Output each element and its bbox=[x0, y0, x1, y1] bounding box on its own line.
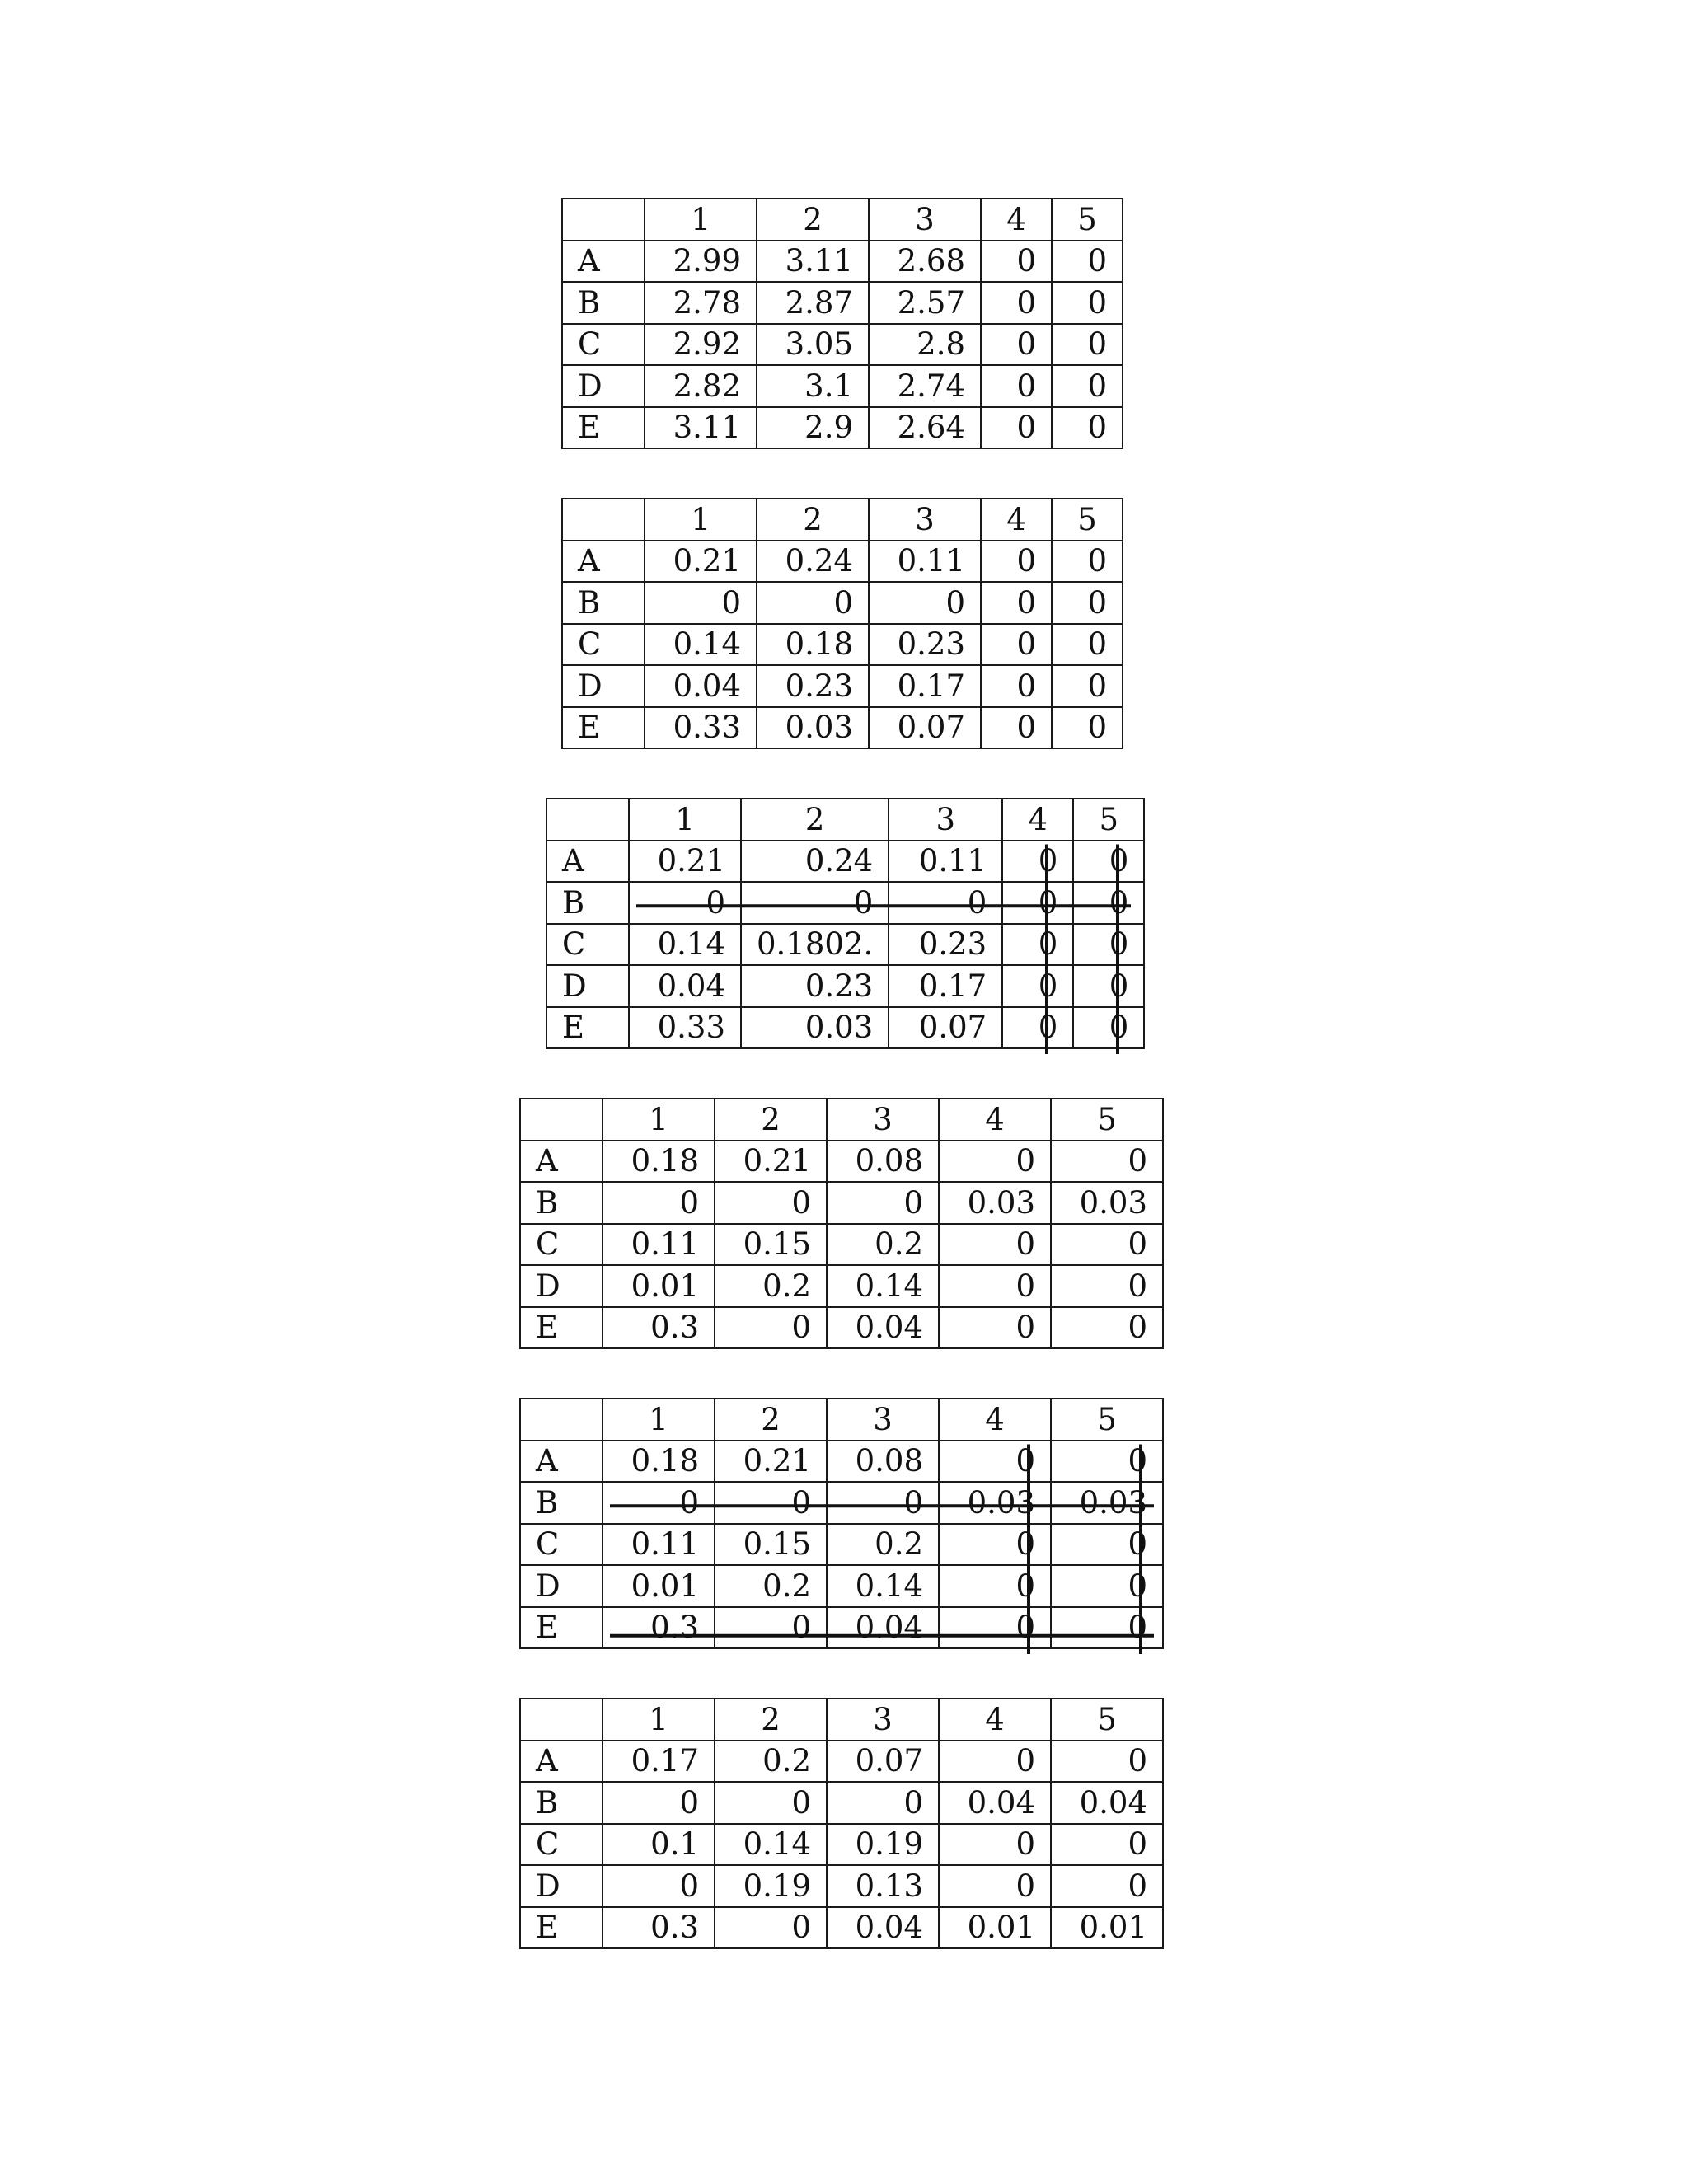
table-cell: 2.92 bbox=[645, 324, 757, 366]
table-cell: 0.03 bbox=[1051, 1482, 1163, 1524]
row-label: B bbox=[520, 1782, 603, 1824]
table-cell: 0 bbox=[827, 1782, 939, 1824]
column-header: 2 bbox=[741, 799, 889, 841]
table-cell: 0.03 bbox=[757, 707, 869, 749]
table-cell: 0 bbox=[1052, 624, 1123, 666]
table-cell: 0 bbox=[939, 1441, 1051, 1483]
corner-cell bbox=[520, 1099, 603, 1141]
table-row bbox=[562, 282, 1123, 324]
table-cell: 0.3 bbox=[603, 1307, 715, 1349]
table-row bbox=[520, 1741, 1163, 1783]
table-cell: 0 bbox=[1051, 1865, 1163, 1907]
table-cell: 0.01 bbox=[1051, 1907, 1163, 1949]
table-row bbox=[562, 324, 1123, 366]
table-row bbox=[562, 241, 1123, 283]
table-cell: 0.19 bbox=[827, 1824, 939, 1866]
table-row bbox=[520, 1865, 1163, 1907]
header-row bbox=[520, 1699, 1163, 1741]
column-header: 4 bbox=[1002, 799, 1073, 841]
table-cell: 2.99 bbox=[645, 241, 757, 283]
table-cell: 0 bbox=[1052, 324, 1123, 366]
data-table bbox=[561, 198, 1123, 449]
table-cell: 0 bbox=[939, 1565, 1051, 1607]
table-cell: 0 bbox=[939, 1141, 1051, 1183]
table-cell: 0 bbox=[869, 582, 981, 624]
column-header: 5 bbox=[1051, 1399, 1163, 1441]
table-cell: 0.04 bbox=[827, 1307, 939, 1349]
table-row bbox=[520, 1607, 1163, 1649]
table-cell: 0.11 bbox=[603, 1524, 715, 1566]
table-cell: 0.04 bbox=[827, 1907, 939, 1949]
row-label: E bbox=[520, 1307, 603, 1349]
column-header: 2 bbox=[715, 1699, 827, 1741]
table-cell: 0 bbox=[939, 1524, 1051, 1566]
table-cell: 0 bbox=[889, 882, 1002, 924]
table-row bbox=[520, 1265, 1163, 1307]
table-cell: 0.15 bbox=[715, 1224, 827, 1266]
table-cell: 0.2 bbox=[715, 1741, 827, 1783]
table-cell: 0.2 bbox=[827, 1524, 939, 1566]
table-cell: 2.87 bbox=[757, 282, 869, 324]
column-header: 4 bbox=[981, 199, 1052, 241]
row-label: B bbox=[562, 582, 645, 624]
table-cell: 0.19 bbox=[715, 1865, 827, 1907]
column-header: 1 bbox=[645, 199, 757, 241]
table-cell: 0.23 bbox=[889, 924, 1002, 966]
row-label: A bbox=[562, 241, 645, 283]
table-cell: 0 bbox=[1051, 1224, 1163, 1266]
table-cell: 0 bbox=[1052, 241, 1123, 283]
row-label: C bbox=[520, 1824, 603, 1866]
table-cell: 0 bbox=[1052, 665, 1123, 707]
table-cell: 0.04 bbox=[939, 1782, 1051, 1824]
table-cell: 0.07 bbox=[827, 1741, 939, 1783]
table-cell: 0 bbox=[939, 1265, 1051, 1307]
table-cell: 0.11 bbox=[869, 541, 981, 583]
table-cell: 0 bbox=[1051, 1607, 1163, 1649]
table-cell: 0.17 bbox=[889, 965, 1002, 1007]
row-label: D bbox=[562, 665, 645, 707]
table-cell: 0.21 bbox=[645, 541, 757, 583]
row-label: B bbox=[520, 1482, 603, 1524]
corner-cell bbox=[562, 199, 645, 241]
column-header: 5 bbox=[1073, 799, 1144, 841]
table-cell: 0.11 bbox=[603, 1224, 715, 1266]
column-header: 4 bbox=[939, 1399, 1051, 1441]
column-header: 1 bbox=[629, 799, 741, 841]
row-label: A bbox=[520, 1141, 603, 1183]
table-cell: 0 bbox=[1052, 707, 1123, 749]
data-table bbox=[519, 1398, 1164, 1649]
column-header: 3 bbox=[889, 799, 1002, 841]
row-label: D bbox=[546, 965, 629, 1007]
table-cell: 0 bbox=[981, 324, 1052, 366]
header-row bbox=[562, 499, 1123, 541]
matrix-table-3 bbox=[546, 798, 1145, 1049]
table-cell: 0.04 bbox=[827, 1607, 939, 1649]
table-cell: 0.18 bbox=[603, 1141, 715, 1183]
table-cell: 0.08 bbox=[827, 1441, 939, 1483]
table-cell: 0 bbox=[1052, 541, 1123, 583]
header-row bbox=[520, 1399, 1163, 1441]
table-cell: 0 bbox=[741, 882, 889, 924]
table-cell: 0 bbox=[1073, 882, 1144, 924]
table-cell: 0.23 bbox=[757, 665, 869, 707]
row-label: E bbox=[520, 1907, 603, 1949]
table-cell: 0.21 bbox=[715, 1141, 827, 1183]
table-row bbox=[546, 965, 1144, 1007]
table-cell: 3.11 bbox=[757, 241, 869, 283]
column-header: 3 bbox=[869, 199, 981, 241]
row-label: B bbox=[520, 1182, 603, 1224]
row-label: B bbox=[562, 282, 645, 324]
table-cell: 0 bbox=[645, 582, 757, 624]
row-label: C bbox=[546, 924, 629, 966]
table-cell: 0 bbox=[715, 1182, 827, 1224]
table-row bbox=[546, 924, 1144, 966]
table-row bbox=[546, 882, 1144, 924]
table-row bbox=[562, 365, 1123, 407]
table-cell: 0 bbox=[981, 282, 1052, 324]
table-cell: 0 bbox=[603, 1782, 715, 1824]
table-cell: 2.64 bbox=[869, 407, 981, 449]
table-cell: 0.01 bbox=[939, 1907, 1051, 1949]
row-label: C bbox=[562, 624, 645, 666]
table-cell: 0 bbox=[827, 1482, 939, 1524]
table-cell: 0.1802. bbox=[741, 924, 889, 966]
row-label: C bbox=[520, 1524, 603, 1566]
corner-cell bbox=[520, 1699, 603, 1741]
table-cell: 0.3 bbox=[603, 1607, 715, 1649]
table-cell: 0 bbox=[629, 882, 741, 924]
row-label: D bbox=[520, 1865, 603, 1907]
table-cell: 0.04 bbox=[1051, 1782, 1163, 1824]
row-label: D bbox=[520, 1265, 603, 1307]
column-header: 4 bbox=[939, 1099, 1051, 1141]
table-cell: 3.1 bbox=[757, 365, 869, 407]
table-cell: 0.14 bbox=[827, 1565, 939, 1607]
table-row bbox=[562, 582, 1123, 624]
table-cell: 0.15 bbox=[715, 1524, 827, 1566]
row-label: A bbox=[546, 841, 629, 883]
table-cell: 0.21 bbox=[715, 1441, 827, 1483]
table-cell: 0 bbox=[1051, 1441, 1163, 1483]
table-cell: 0.3 bbox=[603, 1907, 715, 1949]
table-cell: 0 bbox=[939, 1741, 1051, 1783]
table-cell: 0.03 bbox=[1051, 1182, 1163, 1224]
column-header: 2 bbox=[715, 1099, 827, 1141]
table-cell: 0 bbox=[1052, 282, 1123, 324]
column-header: 5 bbox=[1051, 1699, 1163, 1741]
table-row bbox=[562, 624, 1123, 666]
data-table bbox=[546, 798, 1145, 1049]
table-cell: 0 bbox=[1051, 1141, 1163, 1183]
column-header: 3 bbox=[827, 1099, 939, 1141]
table-cell: 2.68 bbox=[869, 241, 981, 283]
header-row bbox=[562, 199, 1123, 241]
table-cell: 0.2 bbox=[715, 1265, 827, 1307]
table-cell: 0 bbox=[1002, 1007, 1073, 1049]
corner-cell bbox=[520, 1399, 603, 1441]
row-label: E bbox=[546, 1007, 629, 1049]
table-cell: 0 bbox=[603, 1865, 715, 1907]
row-label: C bbox=[520, 1224, 603, 1266]
table-cell: 0.03 bbox=[741, 1007, 889, 1049]
table-cell: 2.78 bbox=[645, 282, 757, 324]
column-header: 5 bbox=[1052, 199, 1123, 241]
table-cell: 0 bbox=[981, 707, 1052, 749]
column-header: 5 bbox=[1051, 1099, 1163, 1141]
table-cell: 0 bbox=[939, 1607, 1051, 1649]
matrix-table-4 bbox=[519, 1098, 1164, 1349]
table-cell: 0.18 bbox=[757, 624, 869, 666]
table-cell: 0.2 bbox=[715, 1565, 827, 1607]
table-cell: 0.18 bbox=[603, 1441, 715, 1483]
table-row bbox=[520, 1782, 1163, 1824]
table-cell: 0 bbox=[1073, 965, 1144, 1007]
matrix-table-2 bbox=[561, 498, 1123, 749]
table-cell: 0.14 bbox=[645, 624, 757, 666]
row-label: A bbox=[520, 1441, 603, 1483]
table-cell: 0.2 bbox=[827, 1224, 939, 1266]
column-header: 1 bbox=[603, 1099, 715, 1141]
table-cell: 0 bbox=[1002, 841, 1073, 883]
table-row bbox=[520, 1907, 1163, 1949]
corner-cell bbox=[562, 499, 645, 541]
table-cell: 0.01 bbox=[603, 1265, 715, 1307]
table-row bbox=[546, 841, 1144, 883]
table-row bbox=[520, 1824, 1163, 1866]
table-cell: 0 bbox=[1002, 965, 1073, 1007]
table-row bbox=[562, 707, 1123, 749]
column-header: 1 bbox=[645, 499, 757, 541]
row-label: A bbox=[520, 1741, 603, 1783]
table-cell: 0.33 bbox=[629, 1007, 741, 1049]
table-cell: 0 bbox=[1051, 1307, 1163, 1349]
table-cell: 0 bbox=[1073, 924, 1144, 966]
table-cell: 0 bbox=[1073, 841, 1144, 883]
table-cell: 2.9 bbox=[757, 407, 869, 449]
column-header: 2 bbox=[757, 199, 869, 241]
table-cell: 0 bbox=[939, 1865, 1051, 1907]
table-row bbox=[520, 1224, 1163, 1266]
table-cell: 0.17 bbox=[869, 665, 981, 707]
table-cell: 0 bbox=[1051, 1741, 1163, 1783]
corner-cell bbox=[546, 799, 629, 841]
table-cell: 3.11 bbox=[645, 407, 757, 449]
table-cell: 0 bbox=[981, 365, 1052, 407]
table-cell: 0 bbox=[1052, 582, 1123, 624]
table-cell: 0 bbox=[603, 1182, 715, 1224]
table-cell: 0.08 bbox=[827, 1141, 939, 1183]
table-cell: 0 bbox=[1052, 365, 1123, 407]
row-label: A bbox=[562, 541, 645, 583]
table-cell: 0 bbox=[1051, 1824, 1163, 1866]
table-cell: 0 bbox=[715, 1782, 827, 1824]
column-header: 2 bbox=[715, 1399, 827, 1441]
table-cell: 0 bbox=[981, 541, 1052, 583]
table-cell: 0 bbox=[827, 1182, 939, 1224]
table-cell: 0.07 bbox=[869, 707, 981, 749]
column-header: 3 bbox=[869, 499, 981, 541]
table-cell: 0 bbox=[1002, 924, 1073, 966]
table-cell: 0 bbox=[715, 1607, 827, 1649]
table-cell: 0.14 bbox=[715, 1824, 827, 1866]
table-cell: 0 bbox=[1073, 1007, 1144, 1049]
table-row bbox=[520, 1524, 1163, 1566]
table-cell: 0 bbox=[981, 624, 1052, 666]
table-cell: 0.17 bbox=[603, 1741, 715, 1783]
table-cell: 0.03 bbox=[939, 1182, 1051, 1224]
table-cell: 0.24 bbox=[741, 841, 889, 883]
table-cell: 0.23 bbox=[869, 624, 981, 666]
table-row bbox=[562, 407, 1123, 449]
row-label: E bbox=[562, 407, 645, 449]
table-cell: 0.11 bbox=[889, 841, 1002, 883]
table-row bbox=[520, 1182, 1163, 1224]
table-cell: 0 bbox=[1051, 1265, 1163, 1307]
table-row bbox=[562, 541, 1123, 583]
column-header: 1 bbox=[603, 1399, 715, 1441]
table-cell: 0.14 bbox=[629, 924, 741, 966]
table-cell: 2.82 bbox=[645, 365, 757, 407]
table-cell: 0 bbox=[1051, 1565, 1163, 1607]
table-cell: 0 bbox=[715, 1907, 827, 1949]
table-cell: 0.04 bbox=[645, 665, 757, 707]
table-cell: 0 bbox=[981, 407, 1052, 449]
table-cell: 0 bbox=[981, 241, 1052, 283]
header-row bbox=[520, 1099, 1163, 1141]
table-cell: 0 bbox=[1002, 882, 1073, 924]
table-cell: 0 bbox=[757, 582, 869, 624]
row-label: D bbox=[520, 1565, 603, 1607]
table-cell: 0 bbox=[981, 665, 1052, 707]
header-row bbox=[546, 799, 1144, 841]
table-cell: 0 bbox=[603, 1482, 715, 1524]
table-cell: 0 bbox=[1052, 407, 1123, 449]
table-cell: 0 bbox=[939, 1224, 1051, 1266]
table-cell: 0 bbox=[715, 1482, 827, 1524]
table-cell: 3.05 bbox=[757, 324, 869, 366]
table-row bbox=[520, 1307, 1163, 1349]
table-cell: 0 bbox=[1051, 1524, 1163, 1566]
table-cell: 0.23 bbox=[741, 965, 889, 1007]
table-cell: 0.04 bbox=[629, 965, 741, 1007]
column-header: 1 bbox=[603, 1699, 715, 1741]
table-cell: 2.8 bbox=[869, 324, 981, 366]
row-label: D bbox=[562, 365, 645, 407]
column-header: 4 bbox=[981, 499, 1052, 541]
data-table bbox=[561, 498, 1123, 749]
column-header: 2 bbox=[757, 499, 869, 541]
table-cell: 0 bbox=[939, 1307, 1051, 1349]
column-header: 3 bbox=[827, 1399, 939, 1441]
row-label: B bbox=[546, 882, 629, 924]
table-cell: 0.33 bbox=[645, 707, 757, 749]
table-cell: 0 bbox=[715, 1307, 827, 1349]
table-cell: 2.74 bbox=[869, 365, 981, 407]
table-row bbox=[562, 665, 1123, 707]
table-cell: 0.13 bbox=[827, 1865, 939, 1907]
column-header: 3 bbox=[827, 1699, 939, 1741]
table-cell: 0 bbox=[939, 1824, 1051, 1866]
table-cell: 2.57 bbox=[869, 282, 981, 324]
matrix-table-5 bbox=[519, 1398, 1164, 1649]
data-table bbox=[519, 1098, 1164, 1349]
data-table bbox=[519, 1698, 1164, 1949]
table-cell: 0.03 bbox=[939, 1482, 1051, 1524]
table-row bbox=[520, 1565, 1163, 1607]
table-cell: 0.14 bbox=[827, 1265, 939, 1307]
column-header: 4 bbox=[939, 1699, 1051, 1741]
table-row bbox=[520, 1482, 1163, 1524]
table-cell: 0.07 bbox=[889, 1007, 1002, 1049]
table-cell: 0.24 bbox=[757, 541, 869, 583]
row-label: E bbox=[520, 1607, 603, 1649]
matrix-table-1 bbox=[561, 198, 1123, 449]
table-row bbox=[520, 1141, 1163, 1183]
matrix-table-6 bbox=[519, 1698, 1164, 1949]
table-cell: 0.21 bbox=[629, 841, 741, 883]
table-row bbox=[520, 1441, 1163, 1483]
table-cell: 0 bbox=[981, 582, 1052, 624]
table-row bbox=[546, 1007, 1144, 1049]
row-label: C bbox=[562, 324, 645, 366]
row-label: E bbox=[562, 707, 645, 749]
table-cell: 0.1 bbox=[603, 1824, 715, 1866]
column-header: 5 bbox=[1052, 499, 1123, 541]
table-cell: 0.01 bbox=[603, 1565, 715, 1607]
